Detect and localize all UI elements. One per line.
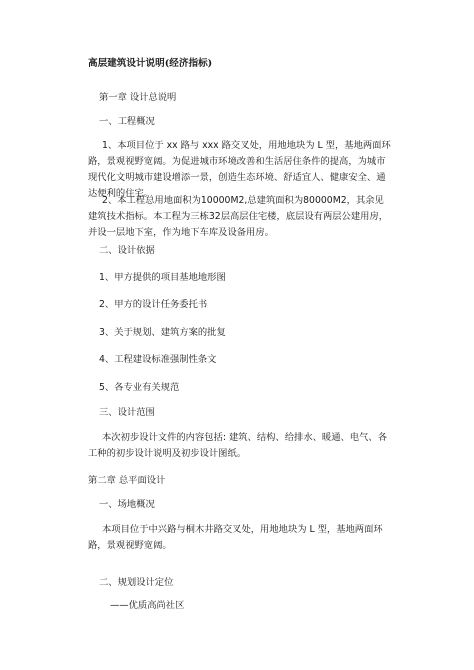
chapter-heading: 第一章 设计总说明 bbox=[99, 92, 177, 103]
paragraph: 本项目位于中兴路与桐木井路交叉处，用地地块为 L 型，基地两面环路，景观视野宽阔。 bbox=[88, 524, 383, 551]
paragraph: 1、本项目位于 xx 路与 xxx 路交叉处，用地地块为 L 型，基地两面环路，景观视野宽阔。为促进城市环境改善和生活居住条件的提高，为城市现代化文明城市建设增添一景，创造生态环境、舒适宜人、健康安全、通达便利的住宅。 bbox=[88, 140, 391, 199]
section-heading: 三、设计范围 bbox=[99, 407, 155, 418]
list-item: 5、各专业有关规范 bbox=[99, 382, 180, 393]
chapter-heading: 第二章 总平面设计 bbox=[88, 475, 166, 486]
list-item: 2、甲方的设计任务委托书 bbox=[99, 299, 208, 310]
section-heading: 二、设计依据 bbox=[99, 245, 155, 256]
list-item: 1、甲方提供的项目基地地形图 bbox=[99, 272, 226, 283]
section-heading: 二、规划设计定位 bbox=[99, 577, 174, 588]
list-item: 4、工程建设标准强制性条文 bbox=[99, 354, 217, 365]
document-title: 高层建筑设计说明(经济指标) bbox=[88, 58, 213, 69]
paragraph: 本次初步设计文件的内容包括: 建筑、结构、给排水、暖通、电气、各工种的初步设计说明及初步设计图纸。 bbox=[88, 432, 387, 459]
section-heading: 一、场地概况 bbox=[99, 499, 155, 510]
section-heading: 一、工程概况 bbox=[99, 116, 155, 127]
paragraph: 2、本工程总用地面积为10000M2,总建筑面积为80000M2，其余见建筑技术指标。本工程为三栋32层高层住宅楼，底层设有两层公建用房，并设一层地下室，作为地下车库及设备用房。 bbox=[88, 195, 389, 238]
list-item: 3、关于规划、建筑方案的批复 bbox=[99, 327, 226, 338]
list-item: ——优质高尚社区 bbox=[110, 600, 185, 611]
